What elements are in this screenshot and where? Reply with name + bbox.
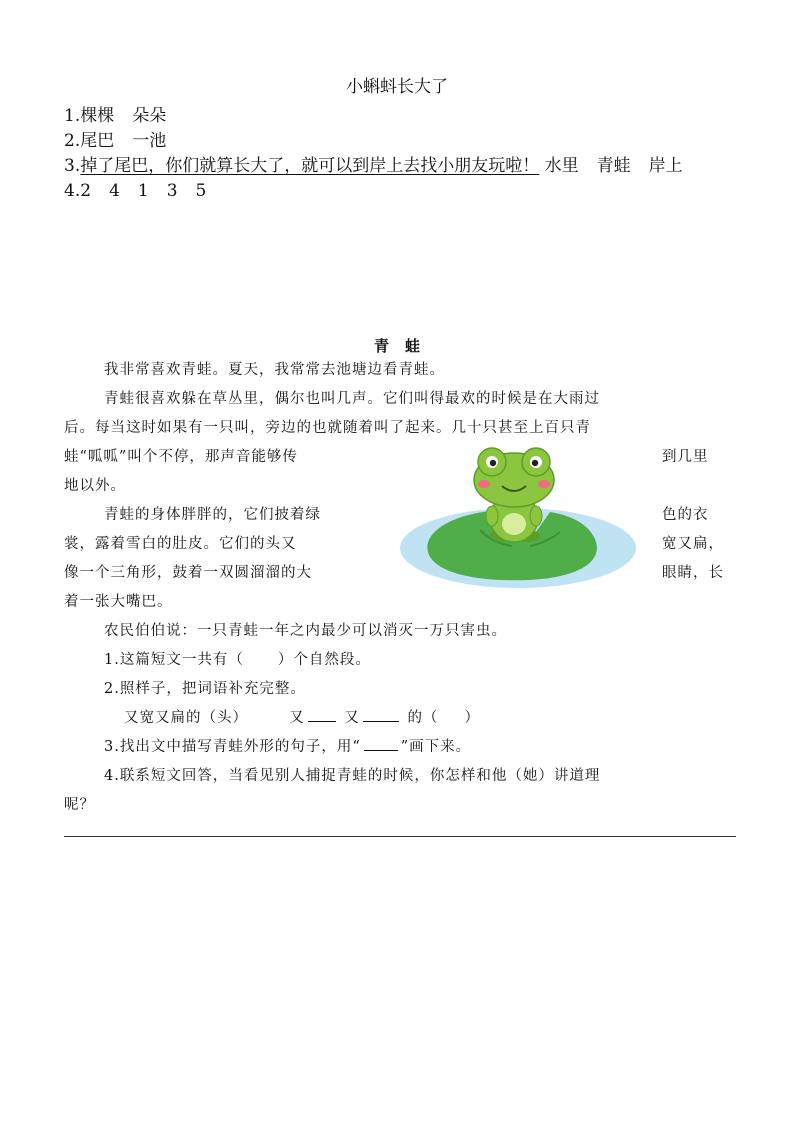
answer-section-title: 小蝌蚪长大了 — [346, 77, 448, 97]
passage-paragraph-3-line-2b: 宽又扁， — [662, 536, 724, 552]
passage-paragraph-2-line-4: 地以外。 — [64, 478, 126, 494]
frog-cheek-left — [478, 480, 490, 488]
question-1: 1.这篇短文一共有（ ）个自然段。 — [104, 652, 371, 668]
fill-blank[interactable] — [363, 721, 399, 722]
passage-paragraph-2-line-3a: 蛙“呱呱”叫个不停，那声音能够传 — [64, 449, 298, 465]
passage-title: 青蛙 — [373, 337, 436, 355]
answer-3: 3.掉了尾巴，你们就算长大了，就可以到岸上去找小朋友玩啦！ 水里 青蛙 岸上 — [64, 156, 683, 176]
passage-paragraph-2-line-2: 后。每当这时如果有一只叫，旁边的也就随着叫了起来。几十只甚至上百只青 — [64, 420, 591, 436]
question-2-items: 又宽又扁的（头） 又 又 的（ ） — [124, 710, 480, 726]
answer-1: 1.棵棵 朵朵 — [64, 106, 167, 126]
passage-paragraph-3-line-3a: 像一个三角形，鼓着一双圆溜溜的大 — [64, 565, 312, 581]
question-4-line-1: 4.联系短文回答，当看见别人捕捉青蛙的时候，你怎样和他（她）讲道理 — [104, 768, 601, 784]
answer-2: 2.尾巴 一池 — [64, 131, 167, 151]
question-2: 2.照样子，把词语补充完整。 — [104, 681, 306, 697]
underlined-sentence: 掉了尾巴，你们就算长大了，就可以到岸上去找小朋友玩啦！ — [80, 156, 540, 176]
answer-4: 4.2 4 1 3 5 — [64, 181, 207, 201]
question-3: 3.找出文中描写青蛙外形的句子，用“ ”画下来。 — [104, 739, 472, 755]
passage-paragraph-2-line-3b: 到几里 — [662, 449, 709, 465]
frog-on-lily-pad-illustration — [380, 440, 650, 598]
question-4-line-2: 呢？ — [64, 797, 95, 813]
underline-sample — [364, 750, 398, 751]
passage-paragraph-4: 农民伯伯说：一只青蛙一年之内最少可以消灭一万只害虫。 — [104, 623, 507, 639]
answer-list — [64, 104, 744, 204]
answer-divider-line — [64, 836, 736, 837]
passage-paragraph-1: 我非常喜欢青蛙。夏天，我常常去池塘边看青蛙。 — [104, 362, 445, 378]
fill-blank[interactable] — [308, 721, 336, 722]
passage-paragraph-3-line-4: 着一张大嘴巴。 — [64, 594, 173, 610]
frog-illustration-svg — [380, 440, 650, 598]
passage-paragraph-3-line-1b: 色的衣 — [662, 507, 709, 523]
passage-paragraph-3-line-1a: 青蛙的身体胖胖的，它们披着绿 — [104, 507, 321, 523]
passage-paragraph-3-line-3b: 眼睛，长 — [662, 565, 724, 581]
frog-belly — [502, 513, 526, 535]
frog-cheek-right — [538, 480, 550, 488]
passage-paragraph-2-line-1: 青蛙很喜欢躲在草丛里，偶尔也叫几声。它们叫得最欢的时候是在大雨过 — [104, 391, 600, 407]
passage-paragraph-3-line-2a: 裳，露着雪白的肚皮。它们的头又 — [64, 536, 297, 552]
